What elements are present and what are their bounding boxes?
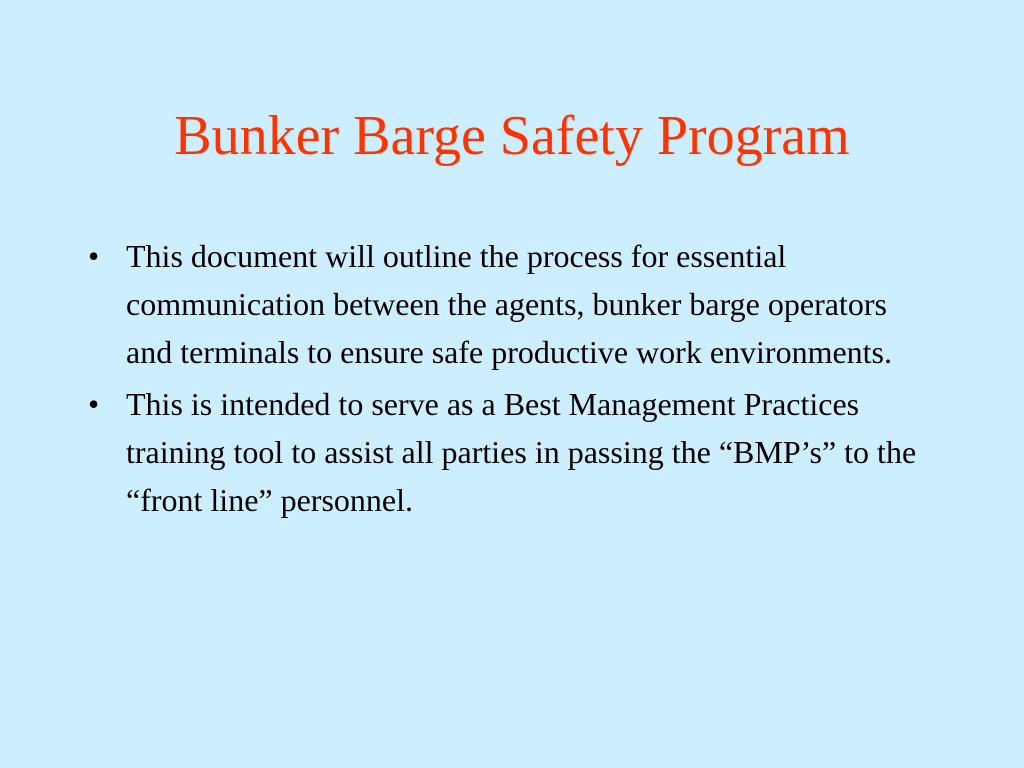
bullet-icon: •: [88, 238, 100, 274]
bullet-list: [80, 232, 940, 528]
bullet-item: [80, 232, 940, 376]
bullet-text: This document will outline the process for essential communication between the agents, bunker barge operators and terminals to ensure safe productive work environments.: [126, 238, 892, 370]
bullet-icon: •: [88, 386, 100, 422]
bullet-item: [80, 380, 940, 524]
slide-title: Bunker Barge Safety Program: [174, 105, 850, 167]
bullet-text: This is intended to serve as a Best Management Practices training tool to assist all parties in passing the “BMP’s” to the “front line” personnel.: [126, 386, 917, 518]
